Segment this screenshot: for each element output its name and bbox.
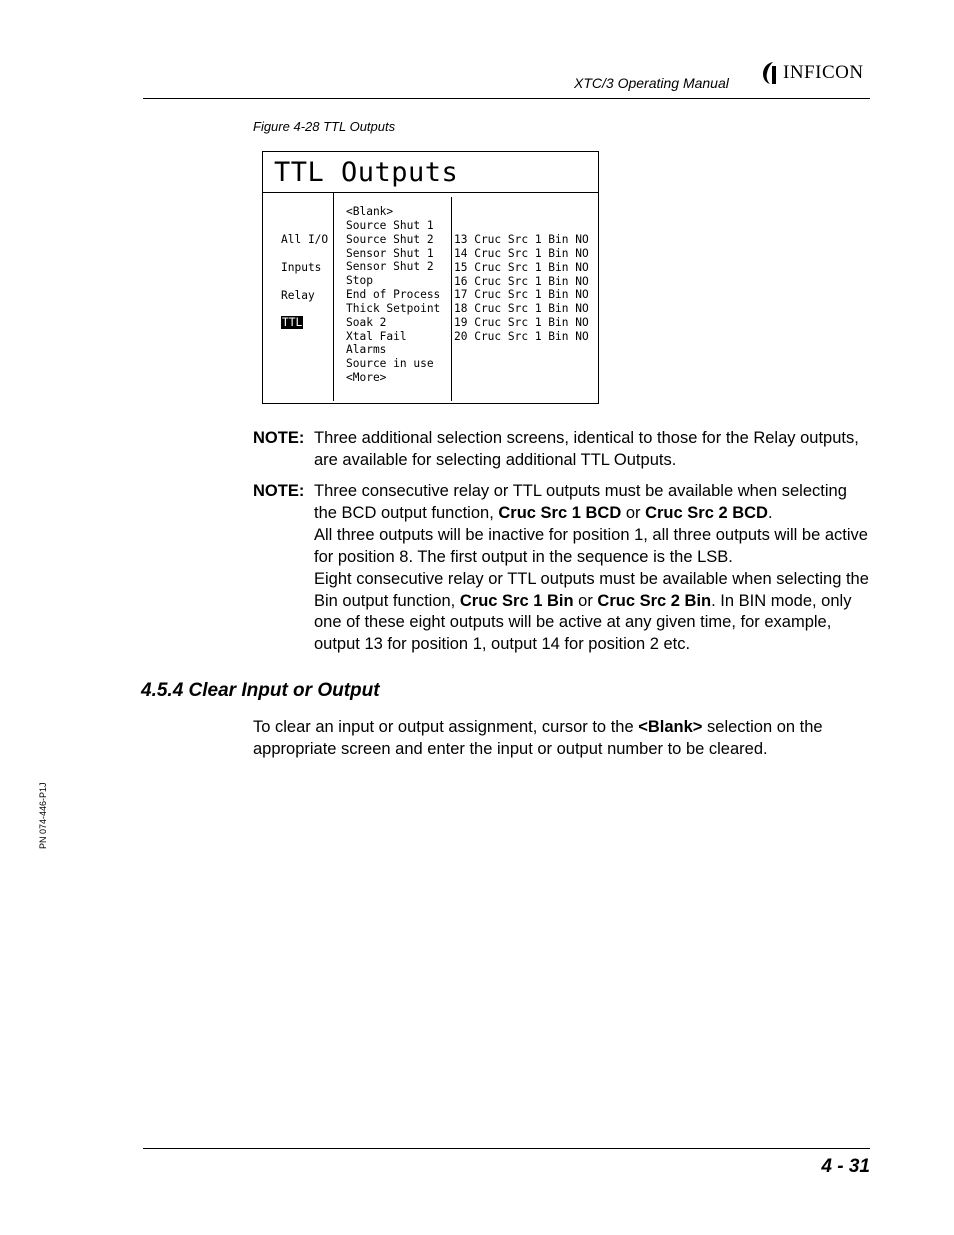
option-end-of-process[interactable]: End of Process — [346, 288, 441, 302]
option-xtal-fail[interactable]: Xtal Fail — [346, 329, 407, 343]
ttl-output-20[interactable]: 20 Cruc Src 1 Bin NO — [454, 329, 589, 343]
option-more[interactable]: <More> — [346, 371, 387, 385]
figure-caption: Figure 4-28 TTL Outputs — [253, 119, 396, 134]
cruc-src-2-bin: Cruc Src 2 Bin — [597, 591, 712, 610]
option-source-shut-1[interactable]: Source Shut 1 — [346, 218, 434, 232]
page-number: 4 - 31 — [821, 1156, 870, 1177]
option-thick-setpoint[interactable]: Thick Setpoint — [346, 301, 441, 315]
left-separator — [333, 193, 334, 401]
cruc-src-1-bin: Cruc Src 1 Bin — [459, 591, 574, 610]
menu-item-inputs[interactable]: Inputs — [281, 261, 322, 274]
cruc-src-1-bcd: Cruc Src 1 BCD — [498, 503, 622, 522]
note-1-body — [314, 428, 870, 472]
menu-item-ttl[interactable] — [281, 316, 303, 330]
note-2-body — [314, 481, 870, 656]
ttl-output-list — [454, 233, 589, 344]
ttl-output-19[interactable]: 19 Cruc Src 1 Bin NO — [454, 316, 589, 330]
note-2-label: NOTE: — [253, 482, 305, 500]
option-sensor-shut-2[interactable]: Sensor Shut 2 — [346, 260, 434, 274]
ttl-output-14[interactable]: 14 Cruc Src 1 Bin NO — [454, 246, 589, 260]
right-separator — [451, 197, 452, 401]
note-2-paragraph-1: Three consecutive relay or TTL outputs must be available when selecting the BCD output function, Cruc Src 1 BCD or Cruc Src 2 BCD. — [314, 482, 847, 522]
note-2-paragraph-2: All three outputs will be inactive for position 1, all three outputs will be active for position 8. The first output in the sequence is the LSB. — [314, 525, 868, 566]
option-sensor-shut-1[interactable]: Sensor Shut 1 — [346, 246, 434, 260]
menu-item-ttl-selected: TTL — [282, 316, 303, 329]
header-rule — [143, 98, 870, 99]
footer-rule — [143, 1148, 870, 1149]
option-soak-2[interactable]: Soak 2 — [346, 315, 387, 329]
inficon-logo-icon — [759, 60, 781, 86]
ttl-output-17[interactable]: 17 Cruc Src 1 Bin NO — [454, 288, 589, 302]
manual-title: XTC/3 Operating Manual — [574, 75, 729, 91]
screen-title: TTL Outputs — [274, 157, 459, 188]
note-1-text: Three additional selection screens, identical to those for the Relay outputs, are available for selecting additional TTL Outputs. — [314, 429, 859, 469]
inficon-logo — [759, 58, 864, 88]
option-source-shut-2[interactable]: Source Shut 2 — [346, 232, 434, 246]
option-alarms[interactable]: Alarms — [346, 343, 387, 357]
cruc-src-2-bcd: Cruc Src 2 BCD — [645, 503, 768, 522]
option-blank[interactable]: <Blank> — [346, 205, 394, 218]
ttl-output-18[interactable]: 18 Cruc Src 1 Bin NO — [454, 302, 589, 316]
output-function-list — [346, 205, 440, 385]
screen-title-bar — [263, 152, 598, 193]
menu-item-all-io[interactable]: All I/O — [281, 233, 329, 246]
section-paragraph: To clear an input or output assignment, cursor to the <Blank> selection on the appropriate screen and enter the input or output number to be cleared. — [253, 718, 823, 758]
ttl-output-16[interactable]: 16 Cruc Src 1 Bin NO — [454, 274, 589, 288]
ttl-output-15[interactable]: 15 Cruc Src 1 Bin NO — [454, 260, 589, 274]
option-stop[interactable]: Stop — [346, 274, 373, 288]
part-number: PN 074-446-P1J — [38, 782, 48, 849]
menu-item-relay[interactable]: Relay — [281, 289, 315, 302]
ttl-output-13[interactable]: 13 Cruc Src 1 Bin NO — [454, 233, 589, 246]
note-2-paragraph-3: Eight consecutive relay or TTL outputs must be available when selecting the Bin output function, Cruc Src 1 Bin or Cruc Src 2 Bin. In BIN mode, only one of these eight outputs will be active at any given time, for example, output 13 for position 1, output 14 for position 2 etc. — [314, 569, 869, 654]
logo-text: INFICON — [783, 62, 864, 83]
note-1-label: NOTE: — [253, 429, 305, 447]
blank-keyword: <Blank> — [638, 718, 703, 736]
ttl-outputs-screen — [262, 151, 599, 404]
option-source-in-use[interactable]: Source in use — [346, 357, 434, 371]
section-heading: 4.5.4 Clear Input or Output — [141, 680, 380, 701]
